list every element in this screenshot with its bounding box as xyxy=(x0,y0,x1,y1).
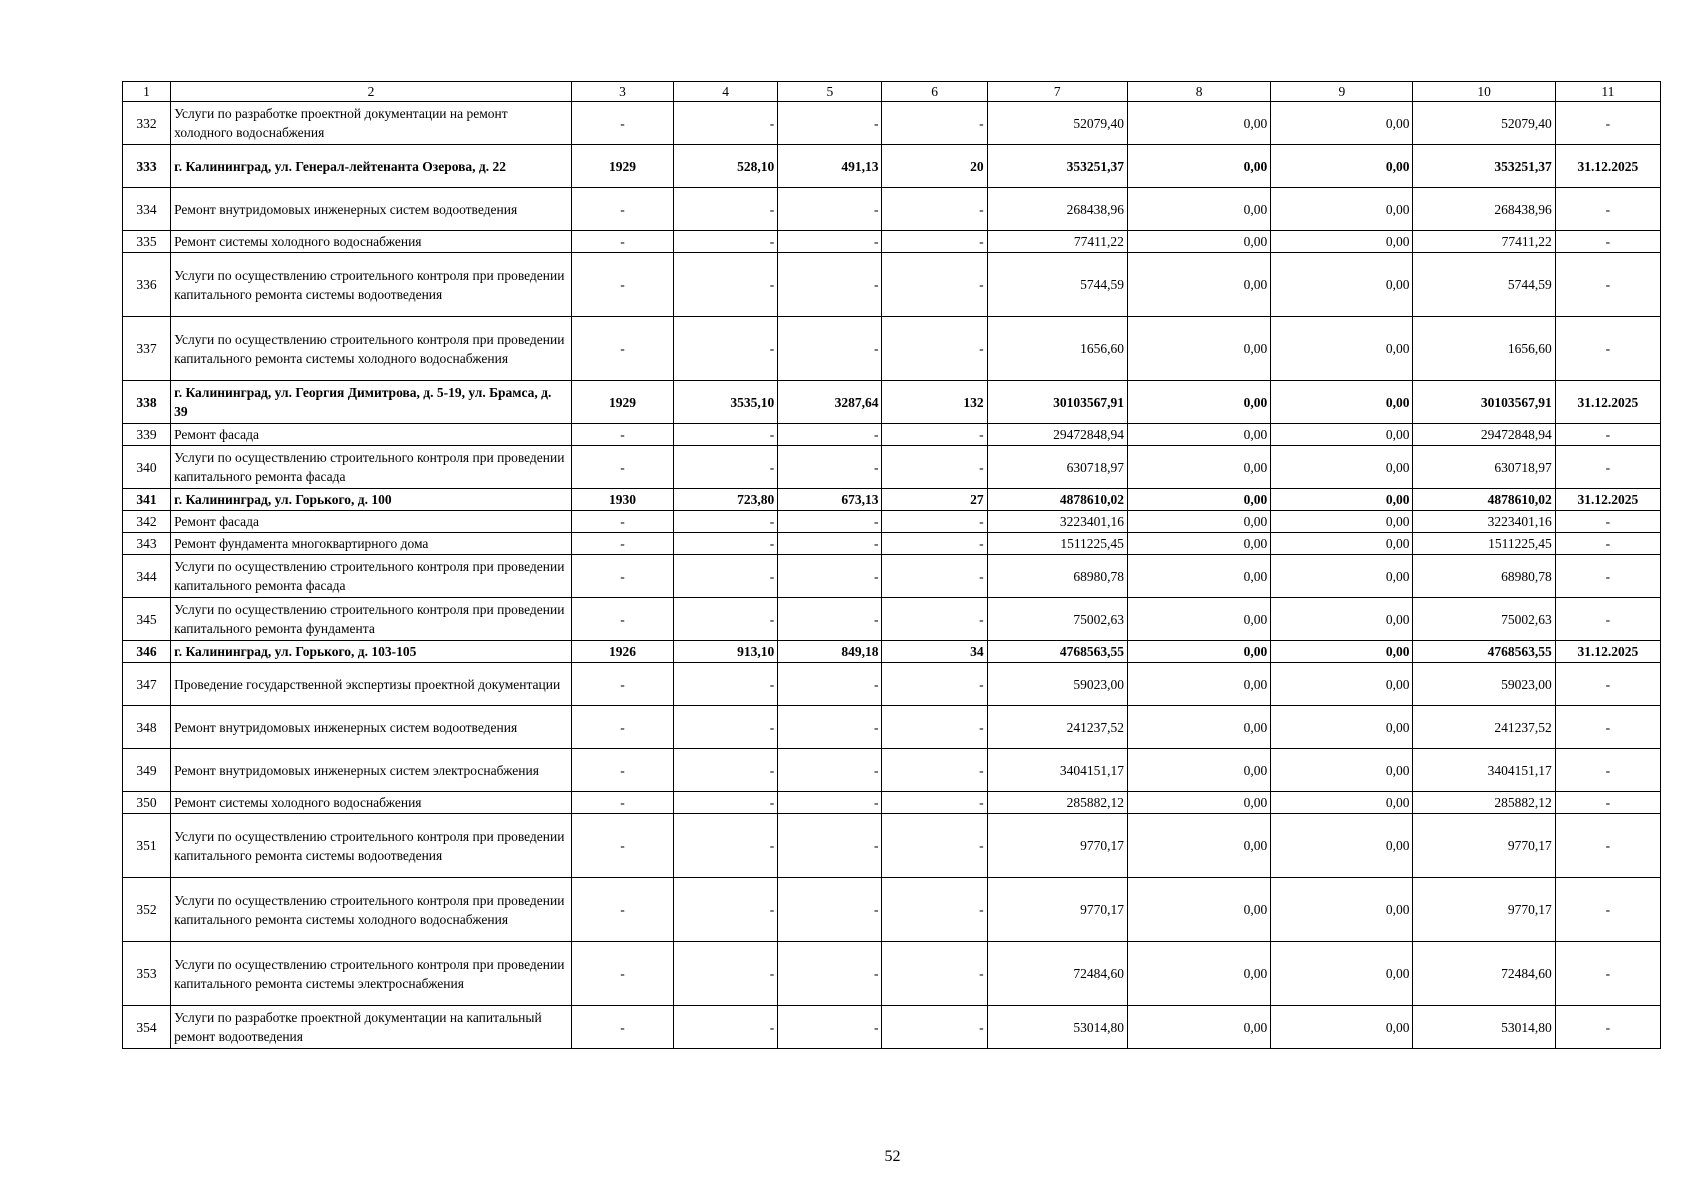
row-number-cell: 337 xyxy=(123,317,171,381)
work-name-cell: Ремонт внутридомовых инженерных систем водоотведения xyxy=(171,188,572,231)
cost-other-cell: 0,00 xyxy=(1271,446,1413,489)
deadline-cell: - xyxy=(1555,598,1660,641)
cost-total-cell: 52079,40 xyxy=(987,102,1127,145)
area-living-cell: - xyxy=(778,424,882,446)
cost-total-cell: 285882,12 xyxy=(987,792,1127,814)
deadline-cell: 31.12.2025 xyxy=(1555,145,1660,188)
area-living-cell: - xyxy=(778,511,882,533)
cost-sum-cell: 59023,00 xyxy=(1413,663,1555,706)
cost-sum-cell: 4878610,02 xyxy=(1413,489,1555,511)
deadline-cell: 31.12.2025 xyxy=(1555,641,1660,663)
year-cell: - xyxy=(571,446,673,489)
year-cell: - xyxy=(571,814,673,878)
cost-fund-cell: 0,00 xyxy=(1127,533,1270,555)
row-number-cell: 332 xyxy=(123,102,171,145)
deadline-cell: 31.12.2025 xyxy=(1555,489,1660,511)
cost-total-cell: 3223401,16 xyxy=(987,511,1127,533)
area-total-cell: - xyxy=(674,188,778,231)
table-row xyxy=(123,814,1661,878)
cost-total-cell: 53014,80 xyxy=(987,1006,1127,1049)
cost-sum-cell: 29472848,94 xyxy=(1413,424,1555,446)
residents-cell: - xyxy=(882,942,987,1006)
deadline-cell: - xyxy=(1555,424,1660,446)
cost-sum-cell: 3404151,17 xyxy=(1413,749,1555,792)
cost-sum-cell: 1656,60 xyxy=(1413,317,1555,381)
residents-cell: - xyxy=(882,533,987,555)
table-row xyxy=(123,641,1661,663)
deadline-cell: - xyxy=(1555,942,1660,1006)
area-living-cell: - xyxy=(778,598,882,641)
work-name-cell: Услуги по осуществлению строительного контроля при проведении капитального ремонта фасада xyxy=(171,446,572,489)
row-number-cell: 346 xyxy=(123,641,171,663)
residents-cell: - xyxy=(882,231,987,253)
cost-sum-cell: 4768563,55 xyxy=(1413,641,1555,663)
cost-total-cell: 5744,59 xyxy=(987,253,1127,317)
cost-fund-cell: 0,00 xyxy=(1127,253,1270,317)
area-total-cell: 3535,10 xyxy=(674,381,778,424)
residents-cell: - xyxy=(882,446,987,489)
area-living-cell: 849,18 xyxy=(778,641,882,663)
area-living-cell: 673,13 xyxy=(778,489,882,511)
year-cell: - xyxy=(571,942,673,1006)
year-cell: - xyxy=(571,663,673,706)
header-cell: 1 xyxy=(123,82,171,102)
work-name-cell: Услуги по разработке проектной документации на капитальный ремонт водоотведения xyxy=(171,1006,572,1049)
year-cell: - xyxy=(571,1006,673,1049)
area-total-cell: - xyxy=(674,102,778,145)
area-total-cell: - xyxy=(674,555,778,598)
residents-cell: - xyxy=(882,706,987,749)
table-row xyxy=(123,555,1661,598)
residents-cell: - xyxy=(882,555,987,598)
cost-other-cell: 0,00 xyxy=(1271,253,1413,317)
row-number-cell: 344 xyxy=(123,555,171,598)
residents-cell: - xyxy=(882,188,987,231)
cost-other-cell: 0,00 xyxy=(1271,942,1413,1006)
work-name-cell: Услуги по осуществлению строительного контроля при проведении капитального ремонта системы холодного водоснабжения xyxy=(171,878,572,942)
area-total-cell: - xyxy=(674,598,778,641)
row-number-cell: 354 xyxy=(123,1006,171,1049)
year-cell: - xyxy=(571,317,673,381)
cost-sum-cell: 630718,97 xyxy=(1413,446,1555,489)
header-cell: 8 xyxy=(1127,82,1270,102)
year-cell: - xyxy=(571,188,673,231)
area-total-cell: - xyxy=(674,1006,778,1049)
cost-sum-cell: 9770,17 xyxy=(1413,814,1555,878)
row-number-cell: 333 xyxy=(123,145,171,188)
area-total-cell: 913,10 xyxy=(674,641,778,663)
row-number-cell: 345 xyxy=(123,598,171,641)
table-header xyxy=(123,82,1661,102)
table-row xyxy=(123,145,1661,188)
cost-fund-cell: 0,00 xyxy=(1127,381,1270,424)
year-cell: - xyxy=(571,511,673,533)
area-living-cell: - xyxy=(778,317,882,381)
year-cell: - xyxy=(571,749,673,792)
cost-other-cell: 0,00 xyxy=(1271,424,1413,446)
table-row xyxy=(123,489,1661,511)
row-number-cell: 338 xyxy=(123,381,171,424)
area-living-cell: - xyxy=(778,663,882,706)
area-living-cell: - xyxy=(778,706,882,749)
area-living-cell: - xyxy=(778,792,882,814)
table-row xyxy=(123,317,1661,381)
works-table xyxy=(122,81,1661,1049)
cost-other-cell: 0,00 xyxy=(1271,231,1413,253)
cost-fund-cell: 0,00 xyxy=(1127,188,1270,231)
table-row xyxy=(123,424,1661,446)
cost-total-cell: 29472848,94 xyxy=(987,424,1127,446)
row-number-cell: 352 xyxy=(123,878,171,942)
header-cell: 2 xyxy=(171,82,572,102)
area-total-cell: - xyxy=(674,231,778,253)
row-number-cell: 339 xyxy=(123,424,171,446)
area-total-cell: - xyxy=(674,424,778,446)
residents-cell: 34 xyxy=(882,641,987,663)
area-living-cell: - xyxy=(778,231,882,253)
cost-sum-cell: 268438,96 xyxy=(1413,188,1555,231)
residents-cell: - xyxy=(882,663,987,706)
row-number-cell: 343 xyxy=(123,533,171,555)
cost-total-cell: 4878610,02 xyxy=(987,489,1127,511)
area-living-cell: - xyxy=(778,749,882,792)
work-name-cell: Ремонт фундамента многоквартирного дома xyxy=(171,533,572,555)
work-name-cell: Ремонт фасада xyxy=(171,511,572,533)
header-cell: 3 xyxy=(571,82,673,102)
deadline-cell: - xyxy=(1555,188,1660,231)
area-living-cell: - xyxy=(778,253,882,317)
table-row xyxy=(123,792,1661,814)
cost-sum-cell: 9770,17 xyxy=(1413,878,1555,942)
area-total-cell: - xyxy=(674,706,778,749)
header-cell: 4 xyxy=(674,82,778,102)
cost-total-cell: 268438,96 xyxy=(987,188,1127,231)
area-living-cell: 491,13 xyxy=(778,145,882,188)
year-cell: - xyxy=(571,555,673,598)
cost-total-cell: 1511225,45 xyxy=(987,533,1127,555)
row-number-cell: 334 xyxy=(123,188,171,231)
cost-fund-cell: 0,00 xyxy=(1127,1006,1270,1049)
cost-sum-cell: 75002,63 xyxy=(1413,598,1555,641)
cost-sum-cell: 3223401,16 xyxy=(1413,511,1555,533)
area-living-cell: - xyxy=(778,942,882,1006)
cost-fund-cell: 0,00 xyxy=(1127,878,1270,942)
cost-sum-cell: 77411,22 xyxy=(1413,231,1555,253)
cost-total-cell: 59023,00 xyxy=(987,663,1127,706)
work-name-cell: Ремонт внутридомовых инженерных систем электроснабжения xyxy=(171,749,572,792)
work-name-cell: Услуги по осуществлению строительного контроля при проведении капитального ремонта системы водоотведения xyxy=(171,253,572,317)
cost-sum-cell: 353251,37 xyxy=(1413,145,1555,188)
cost-sum-cell: 241237,52 xyxy=(1413,706,1555,749)
work-name-cell: Услуги по разработке проектной документации на ремонт холодного водоснабжения xyxy=(171,102,572,145)
area-living-cell: - xyxy=(778,555,882,598)
work-name-cell: Услуги по осуществлению строительного контроля при проведении капитального ремонта системы водоотведения xyxy=(171,814,572,878)
cost-fund-cell: 0,00 xyxy=(1127,749,1270,792)
cost-sum-cell: 52079,40 xyxy=(1413,102,1555,145)
cost-fund-cell: 0,00 xyxy=(1127,792,1270,814)
residents-cell: - xyxy=(882,253,987,317)
area-total-cell: - xyxy=(674,792,778,814)
residents-cell: 27 xyxy=(882,489,987,511)
year-cell: - xyxy=(571,598,673,641)
cost-sum-cell: 30103567,91 xyxy=(1413,381,1555,424)
row-number-cell: 349 xyxy=(123,749,171,792)
cost-other-cell: 0,00 xyxy=(1271,663,1413,706)
work-name-cell: Услуги по осуществлению строительного контроля при проведении капитального ремонта фундамента xyxy=(171,598,572,641)
cost-fund-cell: 0,00 xyxy=(1127,641,1270,663)
deadline-cell: - xyxy=(1555,749,1660,792)
row-number-cell: 340 xyxy=(123,446,171,489)
table-row xyxy=(123,1006,1661,1049)
table-row xyxy=(123,102,1661,145)
table-row xyxy=(123,533,1661,555)
cost-other-cell: 0,00 xyxy=(1271,317,1413,381)
residents-cell: 20 xyxy=(882,145,987,188)
year-cell: - xyxy=(571,878,673,942)
header-row xyxy=(123,82,1661,102)
work-name-cell: Услуги по осуществлению строительного контроля при проведении капитального ремонта системы холодного водоснабжения xyxy=(171,317,572,381)
residents-cell: - xyxy=(882,598,987,641)
row-number-cell: 347 xyxy=(123,663,171,706)
work-name-cell: г. Калининград, ул. Горького, д. 100 xyxy=(171,489,572,511)
cost-other-cell: 0,00 xyxy=(1271,511,1413,533)
residents-cell: - xyxy=(882,878,987,942)
deadline-cell: - xyxy=(1555,878,1660,942)
year-cell: 1929 xyxy=(571,381,673,424)
residents-cell: - xyxy=(882,814,987,878)
cost-fund-cell: 0,00 xyxy=(1127,145,1270,188)
year-cell: 1929 xyxy=(571,145,673,188)
row-number-cell: 351 xyxy=(123,814,171,878)
cost-fund-cell: 0,00 xyxy=(1127,446,1270,489)
cost-total-cell: 9770,17 xyxy=(987,878,1127,942)
cost-other-cell: 0,00 xyxy=(1271,555,1413,598)
cost-fund-cell: 0,00 xyxy=(1127,555,1270,598)
residents-cell: - xyxy=(882,511,987,533)
year-cell: 1926 xyxy=(571,641,673,663)
work-name-cell: г. Калининград, ул. Генерал-лейтенанта Озерова, д. 22 xyxy=(171,145,572,188)
header-cell: 11 xyxy=(1555,82,1660,102)
cost-fund-cell: 0,00 xyxy=(1127,706,1270,749)
cost-sum-cell: 72484,60 xyxy=(1413,942,1555,1006)
cost-total-cell: 630718,97 xyxy=(987,446,1127,489)
cost-fund-cell: 0,00 xyxy=(1127,942,1270,1006)
work-name-cell: Услуги по осуществлению строительного контроля при проведении капитального ремонта фасада xyxy=(171,555,572,598)
header-cell: 9 xyxy=(1271,82,1413,102)
cost-total-cell: 72484,60 xyxy=(987,942,1127,1006)
cost-total-cell: 75002,63 xyxy=(987,598,1127,641)
cost-fund-cell: 0,00 xyxy=(1127,102,1270,145)
cost-sum-cell: 285882,12 xyxy=(1413,792,1555,814)
row-number-cell: 342 xyxy=(123,511,171,533)
deadline-cell: - xyxy=(1555,231,1660,253)
cost-sum-cell: 5744,59 xyxy=(1413,253,1555,317)
deadline-cell: 31.12.2025 xyxy=(1555,381,1660,424)
table-row xyxy=(123,706,1661,749)
cost-other-cell: 0,00 xyxy=(1271,381,1413,424)
cost-other-cell: 0,00 xyxy=(1271,1006,1413,1049)
area-total-cell: - xyxy=(674,663,778,706)
year-cell: 1930 xyxy=(571,489,673,511)
page-number: 52 xyxy=(884,1148,901,1165)
table-row xyxy=(123,446,1661,489)
table-row xyxy=(123,663,1661,706)
area-living-cell: - xyxy=(778,102,882,145)
residents-cell: - xyxy=(882,424,987,446)
cost-total-cell: 4768563,55 xyxy=(987,641,1127,663)
header-cell: 6 xyxy=(882,82,987,102)
header-cell: 5 xyxy=(778,82,882,102)
deadline-cell: - xyxy=(1555,533,1660,555)
deadline-cell: - xyxy=(1555,511,1660,533)
cost-total-cell: 353251,37 xyxy=(987,145,1127,188)
table-row xyxy=(123,253,1661,317)
cost-fund-cell: 0,00 xyxy=(1127,489,1270,511)
residents-cell: - xyxy=(882,792,987,814)
cost-fund-cell: 0,00 xyxy=(1127,598,1270,641)
row-number-cell: 335 xyxy=(123,231,171,253)
work-name-cell: г. Калининград, ул. Горького, д. 103-105 xyxy=(171,641,572,663)
work-name-cell: Услуги по осуществлению строительного контроля при проведении капитального ремонта системы электроснабжения xyxy=(171,942,572,1006)
table-row xyxy=(123,598,1661,641)
residents-cell: 132 xyxy=(882,381,987,424)
area-total-cell: - xyxy=(674,533,778,555)
area-living-cell: - xyxy=(778,533,882,555)
residents-cell: - xyxy=(882,102,987,145)
cost-sum-cell: 68980,78 xyxy=(1413,555,1555,598)
area-total-cell: 528,10 xyxy=(674,145,778,188)
row-number-cell: 350 xyxy=(123,792,171,814)
cost-total-cell: 241237,52 xyxy=(987,706,1127,749)
area-living-cell: - xyxy=(778,814,882,878)
table-row xyxy=(123,231,1661,253)
area-living-cell: - xyxy=(778,446,882,489)
work-name-cell: г. Калининград, ул. Георгия Димитрова, д. 5-19, ул. Брамса, д. 39 xyxy=(171,381,572,424)
year-cell: - xyxy=(571,102,673,145)
deadline-cell: - xyxy=(1555,1006,1660,1049)
area-total-cell: - xyxy=(674,253,778,317)
area-total-cell: 723,80 xyxy=(674,489,778,511)
cost-fund-cell: 0,00 xyxy=(1127,424,1270,446)
header-cell: 7 xyxy=(987,82,1127,102)
residents-cell: - xyxy=(882,749,987,792)
deadline-cell: - xyxy=(1555,253,1660,317)
work-name-cell: Ремонт внутридомовых инженерных систем водоотведения xyxy=(171,706,572,749)
cost-fund-cell: 0,00 xyxy=(1127,663,1270,706)
cost-other-cell: 0,00 xyxy=(1271,749,1413,792)
work-name-cell: Проведение государственной экспертизы проектной документации xyxy=(171,663,572,706)
table-row xyxy=(123,188,1661,231)
cost-other-cell: 0,00 xyxy=(1271,598,1413,641)
cost-sum-cell: 1511225,45 xyxy=(1413,533,1555,555)
row-number-cell: 353 xyxy=(123,942,171,1006)
cost-fund-cell: 0,00 xyxy=(1127,814,1270,878)
work-name-cell: Ремонт системы холодного водоснабжения xyxy=(171,231,572,253)
area-total-cell: - xyxy=(674,749,778,792)
deadline-cell: - xyxy=(1555,663,1660,706)
year-cell: - xyxy=(571,253,673,317)
residents-cell: - xyxy=(882,1006,987,1049)
table-row xyxy=(123,511,1661,533)
cost-fund-cell: 0,00 xyxy=(1127,317,1270,381)
work-name-cell: Ремонт фасада xyxy=(171,424,572,446)
cost-other-cell: 0,00 xyxy=(1271,792,1413,814)
row-number-cell: 348 xyxy=(123,706,171,749)
year-cell: - xyxy=(571,792,673,814)
header-cell: 10 xyxy=(1413,82,1555,102)
deadline-cell: - xyxy=(1555,792,1660,814)
year-cell: - xyxy=(571,231,673,253)
cost-total-cell: 68980,78 xyxy=(987,555,1127,598)
cost-other-cell: 0,00 xyxy=(1271,102,1413,145)
year-cell: - xyxy=(571,533,673,555)
residents-cell: - xyxy=(882,317,987,381)
area-total-cell: - xyxy=(674,511,778,533)
cost-other-cell: 0,00 xyxy=(1271,188,1413,231)
area-total-cell: - xyxy=(674,446,778,489)
cost-other-cell: 0,00 xyxy=(1271,489,1413,511)
year-cell: - xyxy=(571,706,673,749)
cost-other-cell: 0,00 xyxy=(1271,814,1413,878)
area-total-cell: - xyxy=(674,317,778,381)
area-total-cell: - xyxy=(674,814,778,878)
deadline-cell: - xyxy=(1555,706,1660,749)
deadline-cell: - xyxy=(1555,102,1660,145)
cost-sum-cell: 53014,80 xyxy=(1413,1006,1555,1049)
area-total-cell: - xyxy=(674,878,778,942)
cost-fund-cell: 0,00 xyxy=(1127,231,1270,253)
cost-total-cell: 3404151,17 xyxy=(987,749,1127,792)
area-living-cell: - xyxy=(778,1006,882,1049)
area-living-cell: - xyxy=(778,188,882,231)
table-row xyxy=(123,381,1661,424)
cost-total-cell: 9770,17 xyxy=(987,814,1127,878)
area-total-cell: - xyxy=(674,942,778,1006)
cost-fund-cell: 0,00 xyxy=(1127,511,1270,533)
row-number-cell: 341 xyxy=(123,489,171,511)
deadline-cell: - xyxy=(1555,814,1660,878)
area-living-cell: 3287,64 xyxy=(778,381,882,424)
cost-other-cell: 0,00 xyxy=(1271,706,1413,749)
deadline-cell: - xyxy=(1555,555,1660,598)
cost-total-cell: 1656,60 xyxy=(987,317,1127,381)
cost-other-cell: 0,00 xyxy=(1271,641,1413,663)
deadline-cell: - xyxy=(1555,317,1660,381)
cost-total-cell: 77411,22 xyxy=(987,231,1127,253)
table-body xyxy=(123,102,1661,1049)
table-row xyxy=(123,878,1661,942)
table-row xyxy=(123,749,1661,792)
area-living-cell: - xyxy=(778,878,882,942)
deadline-cell: - xyxy=(1555,446,1660,489)
cost-other-cell: 0,00 xyxy=(1271,878,1413,942)
cost-other-cell: 0,00 xyxy=(1271,533,1413,555)
cost-total-cell: 30103567,91 xyxy=(987,381,1127,424)
cost-other-cell: 0,00 xyxy=(1271,145,1413,188)
year-cell: - xyxy=(571,424,673,446)
table-row xyxy=(123,942,1661,1006)
work-name-cell: Ремонт системы холодного водоснабжения xyxy=(171,792,572,814)
row-number-cell: 336 xyxy=(123,253,171,317)
